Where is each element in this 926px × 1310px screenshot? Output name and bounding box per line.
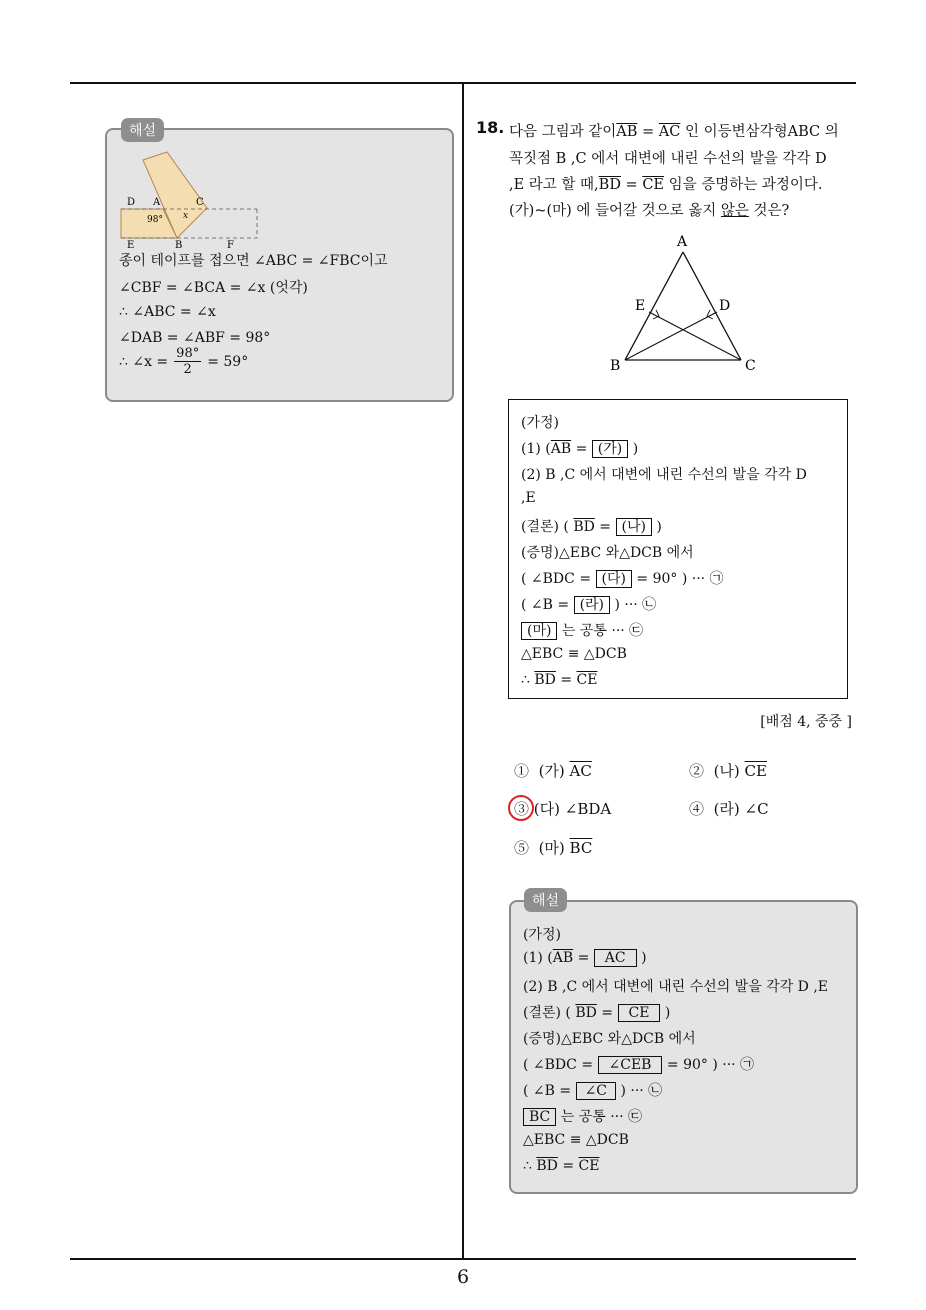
- tri-label-B: B: [610, 358, 621, 374]
- tri-label-D: D: [719, 298, 731, 314]
- fig-angle: 98°: [147, 215, 163, 225]
- proof-l6: (증명)△EBC 와△DCB 에서: [521, 545, 694, 561]
- proof-l10: △EBC ≡ △DCB: [521, 646, 627, 662]
- score-label: [배점 4, 중중 ]: [760, 714, 852, 730]
- tape-fold-figure: [117, 148, 267, 248]
- proof-l11: ∴ $\overline{BD} = \overline{CE}$: [521, 672, 598, 688]
- rsol-l1: (가정): [523, 927, 561, 943]
- choice-5[interactable]: ⑤ (마) $\overline{BC}$: [514, 839, 593, 857]
- answer-mark-circle: [508, 795, 534, 821]
- fig-label-E: E: [127, 240, 135, 248]
- proof-l5: (결론) ( $\overline{BD}$ = (나) ): [521, 519, 662, 535]
- question-number: 18.: [476, 118, 505, 137]
- fig-label-A: A: [153, 197, 161, 208]
- rsol-l7: ( ∠B = ∠C ) ··· ㉡: [523, 1083, 663, 1099]
- question-line-4: (가)~(마) 에 들어갈 것으로 옳지 않은 것은?: [509, 203, 790, 219]
- proof-l3: (2) B ,C 에서 대변에 내린 수선의 발을 각각 D: [521, 467, 807, 483]
- fig-label-D: D: [127, 197, 136, 208]
- fraction: [174, 346, 201, 377]
- proof-box: [508, 399, 848, 699]
- rsol-l8: $\overline{BC}$ 는 공통 ··· ㉢: [523, 1106, 642, 1126]
- sol-line-2: ∠CBF = ∠BCA = ∠x (엇각): [119, 280, 308, 296]
- choice-3[interactable]: ③ (다) ∠BDA: [514, 800, 612, 818]
- question-line-2: 꼭짓점 B ,C 에서 대변에 내린 수선의 발을 각각 D: [509, 151, 827, 167]
- choice-4[interactable]: ④ (라) ∠C: [689, 800, 769, 818]
- rsol-l9: △EBC ≡ △DCB: [523, 1132, 629, 1148]
- fig-label-C: C: [196, 197, 204, 208]
- rsol-l3: (2) B ,C 에서 대변에 내린 수선의 발을 각각 D ,E: [523, 979, 829, 995]
- choice-1[interactable]: ① (가) $\overline{AC}$: [514, 762, 592, 780]
- sol-final: [119, 346, 248, 377]
- proof-l7: ( ∠BDC = (다) = 90° ) ··· ㉠: [521, 571, 724, 587]
- choice-2[interactable]: ② (나) $\overline{CE}$: [689, 762, 767, 780]
- fig-x: x: [183, 211, 189, 221]
- tri-label-C: C: [745, 358, 756, 374]
- page-number: 6: [456, 1266, 470, 1288]
- left-solution-box: [105, 128, 454, 402]
- sol-line-1: 종이 테이프를 접으면 ∠ABC = ∠FBC이고: [119, 253, 388, 269]
- rsol-l6: ( ∠BDC = ∠CEB = 90° ) ··· ㉠: [523, 1057, 755, 1073]
- rsol-l10: ∴ $\overline{BD} = \overline{CE}$: [523, 1158, 600, 1174]
- fig-label-B: B: [175, 240, 183, 248]
- question-line-1: 다음 그림과 같이$\overline{AB} = \overline{AC}$ 인 이등변삼각형ABC 의: [509, 124, 839, 140]
- proof-l1: (가정): [521, 415, 559, 431]
- bottom-rule: [70, 1258, 856, 1260]
- rsol-l4: (결론) ( $\overline{BD}$ = CE ): [523, 1005, 671, 1021]
- proof-l9: (마) 는 공통 ··· ㉢: [521, 620, 643, 640]
- column-divider: [462, 83, 464, 1259]
- rsol-l5: (증명)△EBC 와△DCB 에서: [523, 1031, 696, 1047]
- fraction-num: 98°: [176, 346, 200, 361]
- fig-label-F: F: [227, 240, 234, 248]
- proof-l8: ( ∠B = (라) ) ··· ㉡: [521, 597, 657, 613]
- sol-final-result: = 59°: [207, 353, 249, 370]
- proof-l2: (1) ($\overline{AB}$ = (가) ): [521, 441, 639, 457]
- question-line-3: ,E 라고 할 때$,\overline{BD} = \overline{CE}$ 임을 증명하는 과정이다.: [509, 177, 823, 193]
- triangle-figure: [605, 232, 775, 377]
- sol-line-3: ∴ ∠ABC = ∠x: [119, 304, 216, 320]
- right-solution-box: [509, 900, 858, 1194]
- tri-label-A: A: [677, 234, 688, 250]
- sol-final-prefix: ∴ ∠x =: [119, 353, 169, 370]
- left-solution-tag: 해설: [121, 118, 164, 142]
- rsol-l2: (1) ($\overline{AB}$ = AC ): [523, 950, 647, 966]
- right-solution-tag: 해설: [524, 888, 567, 912]
- fraction-den: 2: [183, 362, 192, 377]
- proof-l4: ,E: [521, 490, 536, 506]
- tri-label-E: E: [635, 298, 646, 314]
- sol-line-4: ∠DAB = ∠ABF = 98°: [119, 330, 271, 346]
